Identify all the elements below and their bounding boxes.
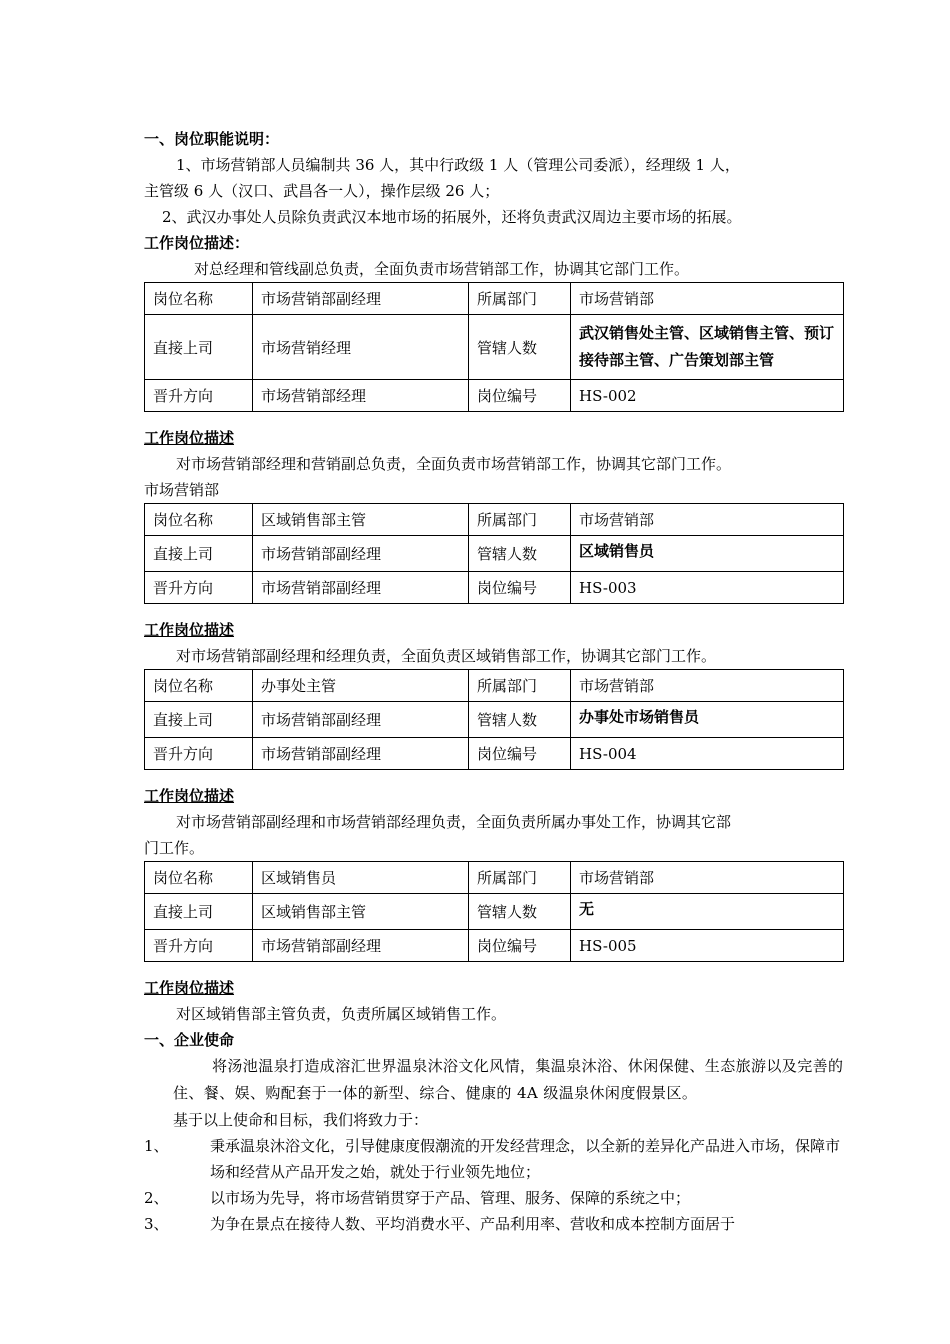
- table-cell: 市场营销部经理: [253, 380, 469, 412]
- table-cell: 所属部门: [469, 283, 571, 315]
- table-cell: 办事处主管: [253, 670, 469, 702]
- table-cell: HS-004: [571, 738, 844, 770]
- section-title-mission: 一、企业使命: [144, 1031, 235, 1049]
- paragraph: 基于以上使命和目标，我们将致力于：: [173, 1111, 429, 1129]
- table-cell: 岗位编号: [469, 572, 571, 604]
- job-description: 对市场营销部副经理和市场营销部经理负责，全面负责所属办事处工作，协调其它部: [176, 813, 732, 831]
- table-row: [145, 380, 844, 412]
- table-row: [145, 315, 844, 380]
- table-cell: 市场营销部副经理: [253, 738, 469, 770]
- list-item: [144, 1185, 844, 1211]
- table-cell: 晋升方向: [145, 380, 253, 412]
- job-description: 对市场营销部经理和营销副总负责，全面负责市场营销部工作，协调其它部门工作。: [176, 455, 732, 473]
- table-row: [145, 702, 844, 738]
- document-page: [144, 126, 844, 1237]
- job-description: 门工作。: [144, 839, 205, 857]
- table-cell: 管辖人数: [469, 702, 571, 738]
- job-description: 对总经理和管线副总负责，全面负责市场营销部工作，协调其它部门工作。: [194, 260, 690, 278]
- job-table: [144, 503, 844, 604]
- table-cell: 管辖人数: [469, 894, 571, 930]
- job-table: [144, 669, 844, 770]
- table-row: [145, 862, 844, 894]
- job-description: 对市场营销部副经理和经理负责，全面负责区域销售部工作，协调其它部门工作。: [176, 647, 717, 665]
- table-cell: 市场营销部副经理: [253, 930, 469, 962]
- job-heading: 工作岗位描述: [144, 429, 235, 447]
- table-cell: 晋升方向: [145, 930, 253, 962]
- table-row: [145, 738, 844, 770]
- list-item: [144, 1211, 844, 1237]
- table-cell: 办事处市场销售员: [571, 702, 844, 738]
- table-cell: 市场营销部: [571, 862, 844, 894]
- table-cell: 所属部门: [469, 862, 571, 894]
- table-cell: 市场营销部: [571, 283, 844, 315]
- table-cell: 区域销售员: [253, 862, 469, 894]
- table-cell: 区域销售部主管: [253, 894, 469, 930]
- table-cell: 直接上司: [145, 536, 253, 572]
- table-cell: 岗位名称: [145, 670, 253, 702]
- table-cell: 区域销售员: [571, 536, 844, 572]
- table-cell: 岗位编号: [469, 738, 571, 770]
- table-cell: 市场营销部: [571, 504, 844, 536]
- table-cell: 管辖人数: [469, 315, 571, 380]
- table-cell: 岗位名称: [145, 862, 253, 894]
- table-cell: HS-003: [571, 572, 844, 604]
- table-cell: 岗位编号: [469, 380, 571, 412]
- section-title-job-functions: 一、岗位职能说明：: [144, 130, 280, 148]
- table-cell: 管辖人数: [469, 536, 571, 572]
- table-row: [145, 670, 844, 702]
- paragraph: 主管级 6 人（汉口、武昌各一人），操作层级 26 人；: [144, 182, 500, 200]
- list-text: 为争在景点在接待人数、平均消费水平、产品利用率、营收和成本控制方面居于: [210, 1215, 736, 1233]
- job-table: [144, 282, 844, 412]
- table-cell: 武汉销售处主管、区域销售主管、预订接待部主管、广告策划部主管: [571, 315, 844, 380]
- table-cell: 岗位编号: [469, 930, 571, 962]
- paragraph: 将汤池温泉打造成溶汇世界温泉沐浴文化风情，集温泉沐浴、休闲保健、生态旅游以及完善的住、餐、娱、购配套于一体的新型、综合、健康的 4A 级温泉休闲度假景区。: [173, 1057, 844, 1102]
- table-row: [145, 572, 844, 604]
- table-cell: 晋升方向: [145, 738, 253, 770]
- table-cell: 市场营销部副经理: [253, 536, 469, 572]
- job-heading: 工作岗位描述: [144, 979, 235, 997]
- table-cell: 市场营销部副经理: [253, 283, 469, 315]
- table-cell: HS-005: [571, 930, 844, 962]
- table-row: [145, 283, 844, 315]
- table-cell: 晋升方向: [145, 572, 253, 604]
- table-row: [145, 894, 844, 930]
- table-row: [145, 930, 844, 962]
- list-text: 以市场为先导，将市场营销贯穿于产品、管理、服务、保障的系统之中；: [210, 1189, 691, 1207]
- table-cell: 市场营销经理: [253, 315, 469, 380]
- table-cell: 岗位名称: [145, 504, 253, 536]
- job-heading: 工作岗位描述: [144, 621, 235, 639]
- mission-body: [144, 1053, 844, 1133]
- table-cell: 岗位名称: [145, 283, 253, 315]
- table-cell: 市场营销部: [571, 670, 844, 702]
- table-cell: 直接上司: [145, 702, 253, 738]
- table-row: [145, 536, 844, 572]
- job-description: 市场营销部: [144, 481, 220, 499]
- table-cell: 区域销售部主管: [253, 504, 469, 536]
- table-cell: 直接上司: [145, 315, 253, 380]
- list-number: 1、: [144, 1137, 169, 1155]
- table-cell: 所属部门: [469, 670, 571, 702]
- table-cell: 市场营销部副经理: [253, 572, 469, 604]
- list-text: 秉承温泉沐浴文化，引导健康度假潮流的开发经营理念，以全新的差异化产品进入市场，保障市场和经营从产品开发之始，就处于行业领先地位；: [210, 1137, 841, 1181]
- table-row: [145, 504, 844, 536]
- table-cell: 所属部门: [469, 504, 571, 536]
- table-cell: 无: [571, 894, 844, 930]
- job-description: 对区域销售部主管负责，负责所属区域销售工作。: [176, 1005, 507, 1023]
- job-table: [144, 861, 844, 962]
- table-cell: 市场营销部副经理: [253, 702, 469, 738]
- list-number: 2、: [144, 1189, 169, 1207]
- list-number: 3、: [144, 1215, 169, 1233]
- job-heading: 工作岗位描述：: [144, 234, 250, 252]
- job-heading: 工作岗位描述: [144, 787, 235, 805]
- table-cell: 直接上司: [145, 894, 253, 930]
- paragraph: 1、市场营销部人员编制共 36 人，其中行政级 1 人（管理公司委派），经理级 1 人，: [176, 156, 740, 174]
- table-cell: HS-002: [571, 380, 844, 412]
- list-item: [144, 1133, 844, 1185]
- paragraph: 2、武汉办事处人员除负责武汉本地市场的拓展外，还将负责武汉周边主要市场的拓展。: [162, 208, 742, 226]
